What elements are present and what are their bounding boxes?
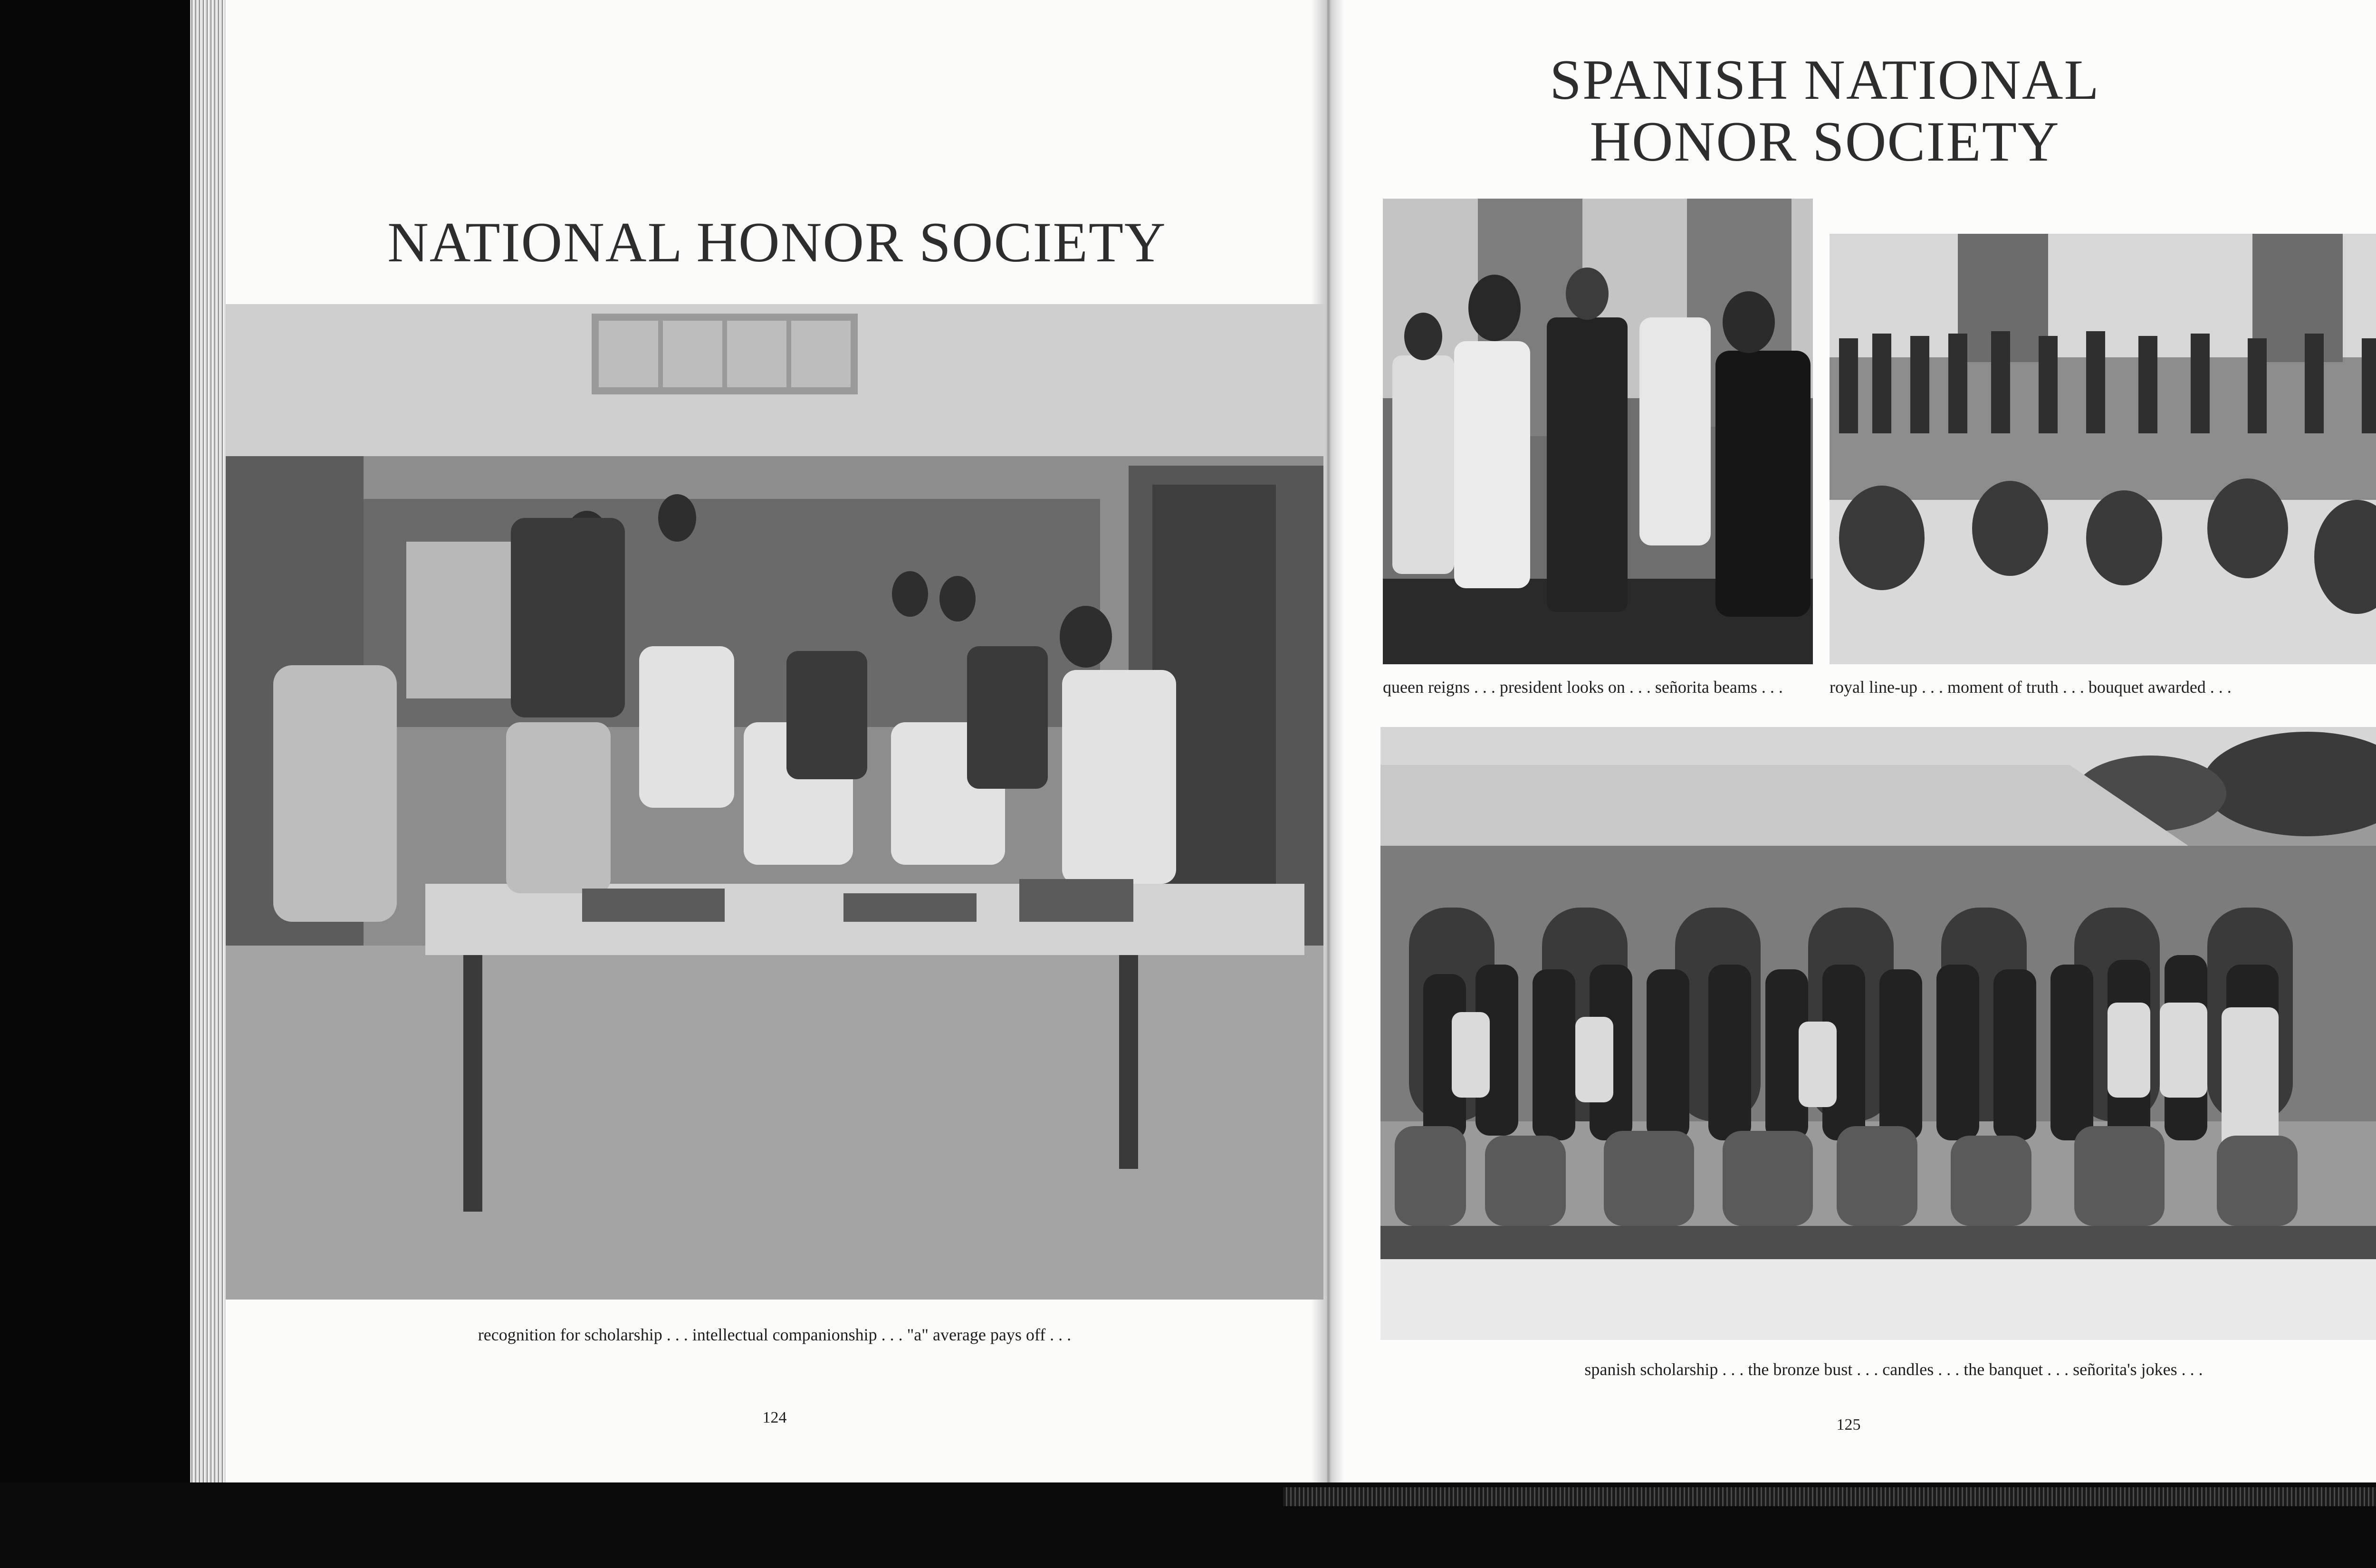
photo-queen-and-president <box>1383 199 1813 664</box>
photo-spanish-honor-society-group <box>1380 727 2376 1340</box>
caption-national-honor-society: recognition for scholarship . . . intellectual companionship . . . "a" average pays off . . . <box>478 1325 1072 1344</box>
photo-national-honor-society-group <box>226 304 1323 1300</box>
caption-spanish-scholarship: spanish scholarship . . . the bronze bust . . . candles . . . the banquet . . . señorita's jokes . . . <box>1584 1360 2203 1379</box>
page-title-national-honor-society: NATIONAL HONOR SOCIETY <box>387 210 1167 274</box>
page-stack-edge <box>190 0 226 1482</box>
page-title-line2: HONOR SOCIETY <box>1590 110 2060 173</box>
page-number-left: 124 <box>762 1409 787 1426</box>
caption-queen-reigns: queen reigns . . . president looks on . . . señorita beams . . . <box>1383 678 1783 697</box>
page-title-line1: SPANISH NATIONAL <box>1550 48 2100 111</box>
photo-royal-line-up-banquet <box>1830 234 2376 664</box>
page-number-right: 125 <box>1836 1416 1861 1434</box>
caption-royal-line-up: royal line-up . . . moment of truth . . . bouquet awarded . . . <box>1830 678 2232 697</box>
book-cover-edge <box>0 0 190 1568</box>
page-edge-texture <box>1283 1487 2376 1506</box>
